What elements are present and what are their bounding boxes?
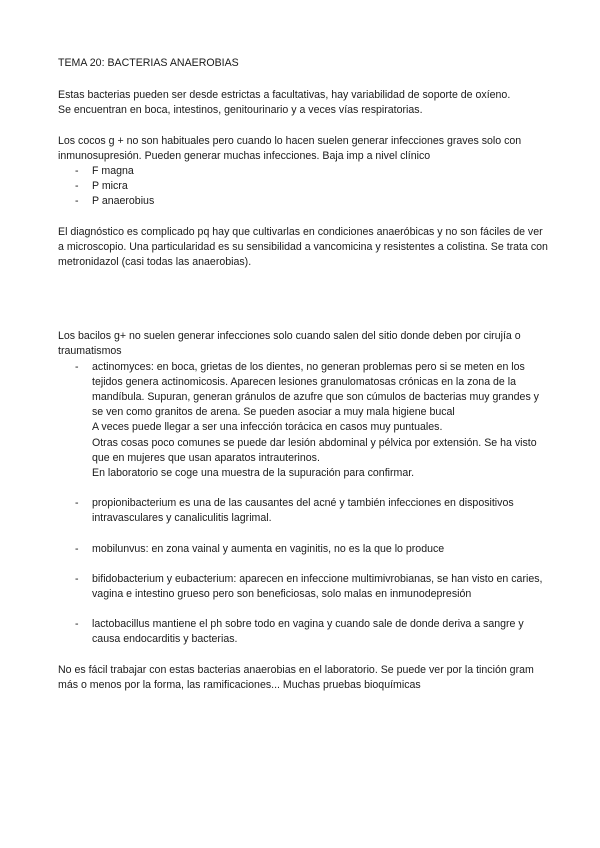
intro-line-2: Se encuentran en boca, intestinos, genitourinario y a veces vías respiratorias. <box>58 104 423 117</box>
actinomyces-toracica: A veces puede llegar a ser una infección torácica en casos muy puntuales. <box>92 421 443 434</box>
actinomyces-text: - actinomyces: en boca, grietas de los dientes, no generan problemas pero si se meten en los tejidos genera actinomicosis. Aparecen lesiones granulomatosas crónicas en la zona de la mandíbula. Supuran, generan gránulos de azufre que son cúmulos de bacterias muy grandes y se ven como granitos de arena. Se pueden asociar a muy mala higiene bucal <box>92 360 539 419</box>
conclusion-paragraph: No es fácil trabajar con estas bacterias anaerobias en el laboratorio. Se puede ver por la tinción gram más o menos por la forma, las ramificaciones... Muchas pruebas bioquímicas <box>58 663 534 691</box>
bacilos-paragraph: Los bacilos g+ no suelen generar infecciones solo cuando salen del sitio donde deben por cirujía o traumatismos <box>58 330 521 358</box>
list-item: - P anaerobius <box>58 194 548 209</box>
list-item: - P micra <box>58 179 548 194</box>
document-page <box>58 56 548 693</box>
list-item-propionibacterium: - propionibacterium es una de las causantes del acné y también infecciones en dispositivos intravasculares y canaliculitis lagrimal. <box>58 496 548 526</box>
intro-line-1: Estas bacterias pueden ser desde estrictas a facultativas, hay variabilidad de soporte de oxíeno. <box>58 89 511 102</box>
document-title: TEMA 20: BACTERIAS ANAEROBIAS <box>58 57 239 69</box>
cocos-paragraph: Los cocos g + no son habituales pero cuando lo hacen suelen generar infecciones graves solo con inmunosupresión. Pueden generar muchas infecciones. Baja imp a nivel clínico <box>58 134 522 162</box>
list-item-mobilunvus: - mobilunvus: en zona vainal y aumenta en vaginitis, no es la que lo produce <box>58 542 548 557</box>
cocos-section <box>58 134 548 210</box>
diagnostico-paragraph: El diagnóstico es complicado pq hay que cultivarlas en condiciones anaeróbicas y no son fáciles de ver a microscopio. Una particularidad es su sensibilidad a vancomicina y resistentes a colistina. Se trata con metronidazol (casi todas las anaerobias). <box>58 225 548 269</box>
list-item: - F magna <box>58 164 548 179</box>
actinomyces-otras: Otras cosas poco comunes se puede dar lesión abdominal y pélvica por extensión. Se ha visto que en mujeres que usan aparatos intrauterinos. <box>92 436 537 464</box>
bacilos-list <box>58 360 548 648</box>
list-item-lactobacillus: - lactobacillus mantiene el ph sobre todo en vagina y cuando sale de donde deriva a sangre y causa endocarditis y bacterias. <box>58 617 548 647</box>
list-item-actinomyces <box>58 360 548 482</box>
actinomyces-laboratorio: En laboratorio se coge una muestra de la supuración para confirmar. <box>92 467 415 480</box>
list-item-bifidobacterium: - bifidobacterium y eubacterium: aparecen en infeccione multimivrobianas, se han visto en caries, vagina e intestino grueso pero son beneficiosas, solo malas en inmunodepresión <box>58 572 548 602</box>
bacilos-section <box>58 329 548 647</box>
intro-paragraph <box>58 88 548 118</box>
spacer <box>58 285 548 329</box>
cocos-list <box>58 164 548 210</box>
